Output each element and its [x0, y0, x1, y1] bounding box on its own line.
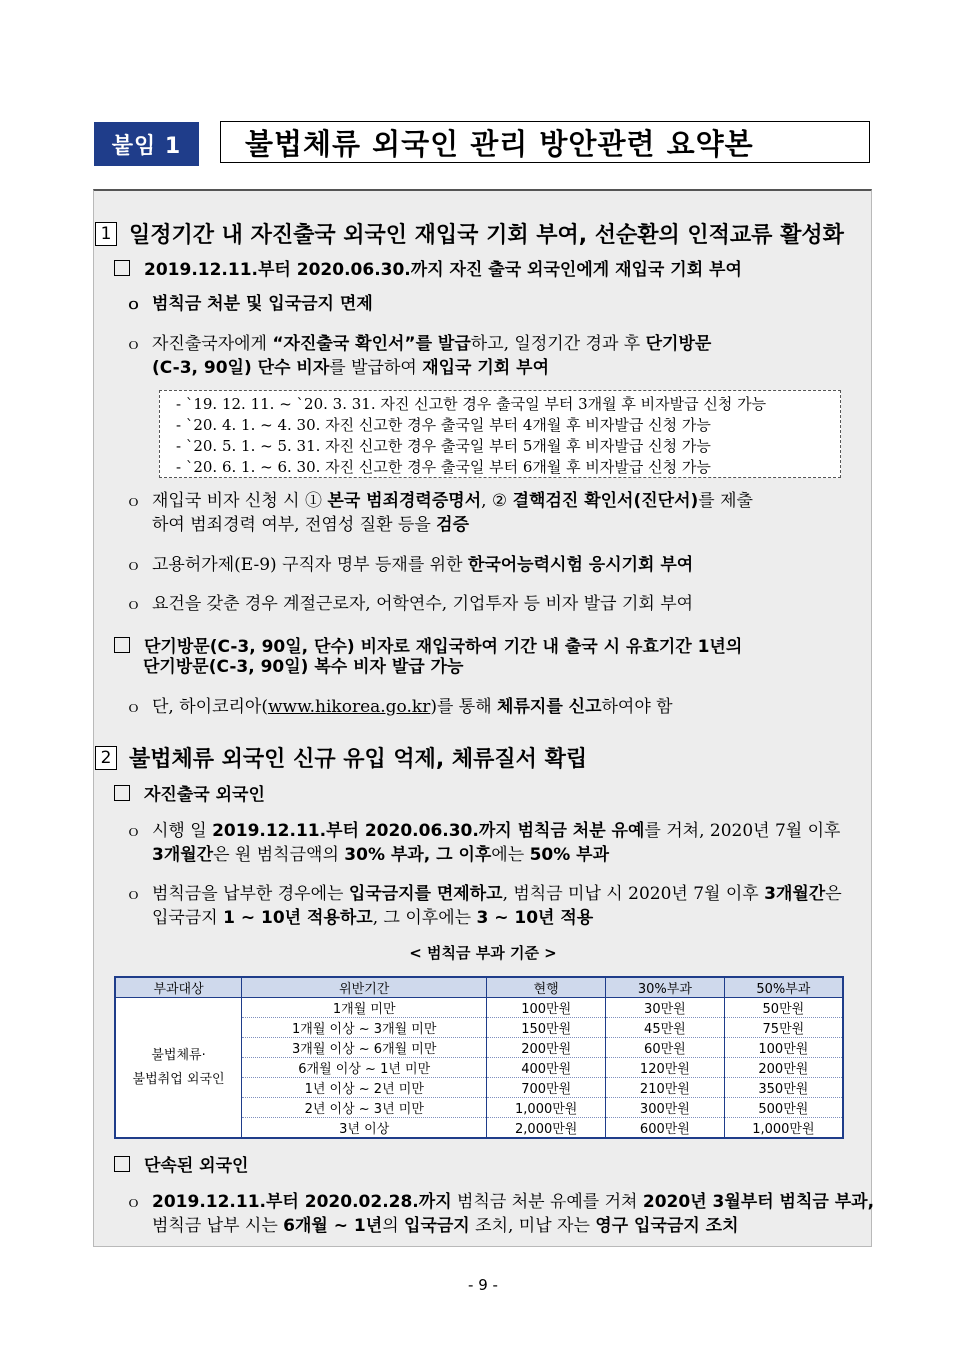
s1-o4b: 한국어능력시험 응시기회 부여: [467, 555, 694, 575]
circle-bullet-icon: ｏ: [126, 885, 142, 903]
s1-sq2a: 단기방문(C-3, 90일, 단수) 비자로 재입국하여 기간 내 출국 시 유효기간 1년의: [144, 637, 743, 657]
table-caption: < 범칙금 부과 기준 >: [409, 944, 557, 962]
table-cell: 45만원: [606, 1018, 725, 1038]
s1-bullet-1: [126, 292, 373, 316]
s2-checkbox-item-1: [114, 780, 265, 805]
s1-o6a: 단, 하이코리아(: [152, 697, 268, 717]
s1-bullet-4: [126, 553, 693, 577]
fine-criteria-table: [114, 976, 844, 1139]
table-cell: 500만원: [724, 1098, 843, 1118]
checkbox-square-icon: [114, 1156, 130, 1172]
s2-o1d: 3개월간: [152, 845, 214, 865]
s2-o1a: 시행 일: [152, 821, 207, 841]
s2-o1e: 은 원 범칙금액의: [213, 845, 339, 865]
s1-o5: 요건을 갖춘 경우 계절근로자, 어학연수, 기업투자 등 비자 발급 기회 부여: [152, 594, 694, 614]
s2-o3c: 2020년 3월부터 범칙금 부과,: [642, 1192, 875, 1212]
s1-o1-text: 범칙금 처분 및 입국금지 면제: [152, 294, 373, 314]
table-header-row: [115, 977, 843, 998]
table-cell: 75만원: [724, 1018, 843, 1038]
s2-o1b: 2019.12.11.부터 2020.06.30.까지 범칙금 처분 유예: [212, 821, 645, 841]
table-cell: 100만원: [724, 1038, 843, 1058]
s2-o2d: 3개월간: [764, 884, 826, 904]
s1-bullet-5: [126, 592, 693, 616]
s2-o3a: 2019.12.11.부터 2020.02.28.까지: [152, 1192, 452, 1212]
s1-o6d: 하여야 함: [601, 697, 673, 717]
schedule-line: - `19. 12. 11. ~ `20. 3. 31. 자진 신고한 경우 출국일 부터 3개월 후 비자발급 신청 가능: [176, 395, 767, 413]
s1-o2c: 하고, 일정기간 경과 후: [470, 334, 641, 354]
s1-o3a: 재입국 비자 신청 시 ①: [152, 491, 322, 511]
circle-bullet-icon: ｏ: [126, 595, 142, 613]
s2-bullet-2: [126, 882, 842, 906]
s1-o2f: 를 발급하여: [329, 358, 417, 378]
section-1-number: 1: [95, 222, 117, 246]
s1-o2a: 자진출국자에게: [152, 334, 267, 354]
s1-o3f: 하여 범죄경력 여부, 전염성 질환 등을: [152, 515, 431, 535]
s2-bullet-3: [126, 1190, 874, 1214]
s2-o3d: 범칙금 납부 시는: [152, 1216, 278, 1236]
s2-o3h: 조치, 미납 자는: [475, 1216, 590, 1236]
table-cell: 700만원: [487, 1078, 606, 1098]
table-cell: 2,000만원: [487, 1118, 606, 1139]
table-cell: 210만원: [606, 1078, 725, 1098]
schedule-line: - `20. 4. 1. ~ 4. 30. 자진 신고한 경우 출국일 부터 4개월 후 비자발급 신청 가능: [176, 416, 711, 434]
table-cell: 6개월 이상 ~ 1년 미만: [242, 1058, 487, 1078]
s1-sq2b: 단기방문(C-3, 90일) 복수 비자 발급 가능: [143, 657, 464, 677]
checkbox-square-icon: [114, 260, 130, 276]
s2-o2b: 입국금지를 면제하고: [348, 884, 503, 904]
s1-o6c: 체류지를 신고: [497, 697, 602, 717]
table-cell: 50만원: [724, 998, 843, 1018]
table-header-cell: 위반기간: [242, 977, 487, 998]
section-1-title: 일정기간 내 자진출국 외국인 재입국 기회 부여, 선순환의 인적교류 활성화: [129, 223, 844, 248]
table-header-cell: 30%부과: [606, 977, 725, 998]
s1-o3g: 검증: [436, 515, 470, 535]
s1-o2e: (C-3, 90일) 단수 비자: [152, 358, 330, 378]
s2-o1g: 에는: [491, 845, 525, 865]
s2-o1h: 50% 부과: [529, 845, 610, 865]
table-cell: 1,000만원: [724, 1118, 843, 1139]
s1-o2g: 재입국 기회 부여: [422, 358, 549, 378]
s1-bullet-6: [126, 695, 673, 719]
table-cell: 200만원: [487, 1038, 606, 1058]
s2-bullet-3-cont: [152, 1214, 739, 1238]
s2-o2a: 범칙금을 납부한 경우에는: [152, 884, 344, 904]
schedule-line: - `20. 6. 1. ~ 6. 30. 자진 신고한 경우 출국일 부터 6개월 후 비자발급 신청 가능: [176, 458, 711, 476]
s1-bullet-2: [126, 332, 711, 356]
table-cell: 60만원: [606, 1038, 725, 1058]
s2-o1c: 를 거쳐, 2020년 7월 이후: [644, 821, 841, 841]
table-cell: 1,000만원: [487, 1098, 606, 1118]
s2-o3e: 6개월 ~ 1년: [283, 1216, 383, 1236]
table-cell: 200만원: [724, 1058, 843, 1078]
table-cell: 150만원: [487, 1018, 606, 1038]
s2-sq1-text: 자진출국 외국인: [144, 785, 265, 805]
table-cell: 120만원: [606, 1058, 725, 1078]
attachment-tag: 붙임 1: [94, 122, 199, 166]
target-cell: [115, 998, 242, 1139]
s2-o2h: , 그 이후: [372, 908, 439, 928]
table-cell: 1개월 이상 ~ 3개월 미만: [242, 1018, 487, 1038]
section-2-heading: [95, 742, 587, 773]
s2-o3f: 의: [382, 1216, 399, 1236]
s2-o2i: 에는: [438, 908, 472, 928]
s1-bullet-3: [126, 489, 753, 513]
table-cell: 30만원: [606, 998, 725, 1018]
s2-bullet-1-cont: [152, 843, 609, 867]
s1-o2d: 단기방문: [645, 334, 712, 354]
section-1-heading: [95, 218, 844, 249]
circle-bullet-icon: ｏ: [126, 335, 142, 353]
table-header-cell: 부과대상: [115, 977, 242, 998]
table-cell: 300만원: [606, 1098, 725, 1118]
s1-o6b: )를 통해: [430, 697, 492, 717]
s2-o3g: 입국금지: [404, 1216, 470, 1236]
table-cell: 600만원: [606, 1118, 725, 1139]
s2-o2j: 3 ~ 10년 적용: [476, 908, 594, 928]
target-line-2: 불법취업 외국인: [132, 1071, 225, 1087]
table-cell: 100만원: [487, 998, 606, 1018]
hikorea-link[interactable]: www.hikorea.go.kr: [267, 697, 431, 717]
table-cell: 3개월 이상 ~ 6개월 미만: [242, 1038, 487, 1058]
s2-o3i: 영구 입국금지 조치: [595, 1216, 739, 1236]
s2-o3b: 범칙금 처분 유예를 거쳐: [457, 1192, 638, 1212]
s2-checkbox-item-2: [114, 1151, 248, 1176]
s1-bullet-2-cont: [152, 356, 549, 380]
section-2-number: 2: [95, 746, 117, 770]
table-cell: 2년 이상 ~ 3년 미만: [242, 1098, 487, 1118]
s2-bullet-2-cont: [152, 906, 593, 930]
s1-checkbox-item-1: [114, 255, 742, 280]
s1-o3c: , ②: [481, 491, 508, 511]
circle-bullet-icon: ｏ: [126, 698, 142, 716]
section-2-title: 불법체류 외국인 신규 유입 억제, 체류질서 확립: [129, 747, 588, 772]
circle-bullet-icon: ｏ: [126, 1193, 142, 1211]
s1-checkbox-item-2: [114, 632, 742, 657]
circle-bullet-icon: ｏ: [126, 295, 142, 313]
circle-bullet-icon: ｏ: [126, 822, 142, 840]
document-title: 불법체류 외국인 관리 방안관련 요약본: [220, 121, 870, 163]
s1-o3e: 를 제출: [698, 491, 753, 511]
checkbox-square-icon: [114, 785, 130, 801]
s2-o1f: 30% 부과, 그 이후: [344, 845, 492, 865]
table-cell: 3년 이상: [242, 1118, 487, 1139]
table-header-cell: 50%부과: [724, 977, 843, 998]
visa-schedule-box: [159, 390, 841, 478]
s2-o2c: , 범칙금 미납 시 2020년 7월 이후: [502, 884, 759, 904]
s1-o3b: 본국 범죄경력증명서: [327, 491, 482, 511]
s2-bullet-1: [126, 819, 840, 843]
s2-o2e: 은: [825, 884, 842, 904]
table-cell: 1개월 미만: [242, 998, 487, 1018]
table-cell: 400만원: [487, 1058, 606, 1078]
s1-o3d: 결핵검진 확인서(진단서): [512, 491, 699, 511]
s2-o2g: 1 ~ 10년 적용하고: [223, 908, 373, 928]
s1-o4a: 고용허가제(E-9) 구직자 명부 등재를 위한: [152, 555, 463, 575]
checkbox-square-icon: [114, 637, 130, 653]
page-number: - 9 -: [468, 1276, 498, 1294]
s1-sq1-text: 2019.12.11.부터 2020.06.30.까지 자진 출국 외국인에게 재입국 기회 부여: [144, 260, 742, 280]
schedule-line: - `20. 5. 1. ~ 5. 31. 자진 신고한 경우 출국일 부터 5개월 후 비자발급 신청 가능: [176, 437, 711, 455]
s2-sq2-text: 단속된 외국인: [144, 1156, 249, 1176]
table-cell: 350만원: [724, 1078, 843, 1098]
circle-bullet-icon: ｏ: [126, 556, 142, 574]
circle-bullet-icon: ｏ: [126, 492, 142, 510]
table-cell: 1년 이상 ~ 2년 미만: [242, 1078, 487, 1098]
target-line-1: 불법체류·: [151, 1047, 206, 1063]
s1-o2b: “자진출국 확인서”를 발급: [272, 334, 471, 354]
table-row: [115, 998, 843, 1018]
s2-o2f: 입국금지: [152, 908, 218, 928]
table-header-cell: 현행: [487, 977, 606, 998]
s1-bullet-3-cont: [152, 513, 469, 537]
